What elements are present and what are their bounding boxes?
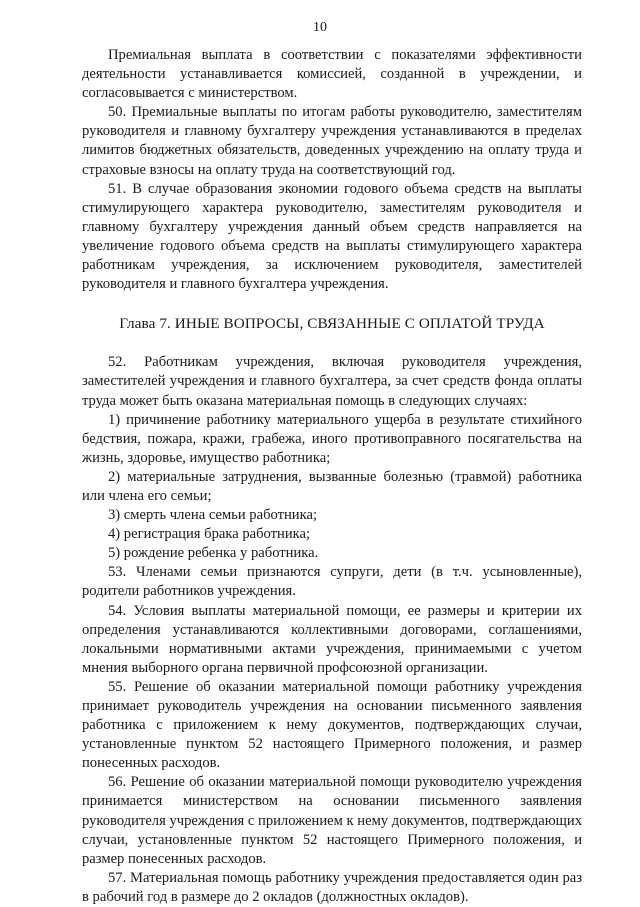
list-item-2: 2) материальные затруднения, вызванные болезнью (травмой) работника или члена его семьи; (82, 468, 582, 504)
paragraph-premium-approval: Премиальная выплата в соответствии с показателями эффективности деятельности устанавливается комиссией, созданной в учреждении, и согласовывается с министерством. (82, 47, 582, 102)
paragraph-55: 55. Решение об оказании материальной помощи работнику учреждения принимает руководитель учреждения на основании письменного заявления работника с приложением к нему документов, подтверждающих случаи, установленные пунктом 52 настоящего Примерного положения, и размер понесенных расходов. (82, 678, 582, 772)
list-item-3: 3) смерть члена семьи работника; (108, 507, 318, 524)
page-number: 10 (313, 20, 327, 35)
paragraph-53: 53. Членами семьи признаются супруги, дети (в т.ч. усыновленные), родители работников учреждения. (82, 564, 582, 600)
paragraph-52: 52. Работникам учреждения, включая руководителя учреждения, заместителей учреждения и главного бухгалтера, за счет средств фонда оплаты труда может быть оказана материальная помощь в следующих случаях: (82, 354, 582, 409)
list-item-5: 5) рождение ребенка у работника. (108, 545, 319, 562)
list-item-4: 4) регистрация брака работника; (108, 526, 311, 543)
document-body (82, 46, 582, 907)
paragraph-56: 56. Решение об оказании материальной помощи руководителю учреждения принимается министерством на основании письменного заявления руководителя учреждения с приложением к нему документов, подтверждающих случаи, установленные пунктом 52 настоящего Примерного положения, и размер понесенных расходов. (82, 774, 582, 867)
chapter-heading: Глава 7. ИНЫЕ ВОПРОСЫ, СВЯЗАННЫЕ С ОПЛАТОЙ ТРУДА (119, 315, 545, 333)
paragraph-51: 51. В случае образования экономии годового объема средств на выплаты стимулирующего характера руководителю, заместителям руководителя и главному бухгалтеру учреждения данный объем средств направляется на увеличение годового объема средств на выплаты стимулирующего характера работникам учреждения, за исключением руководителя, заместителей руководителя и главного бухгалтера учреждения. (82, 180, 582, 293)
paragraph-50: 50. Премиальные выплаты по итогам работы руководителю, заместителям руководителя и главному бухгалтеру учреждения устанавливаются в пределах лимитов бюджетных обязательств, доведенных учреждению на оплату труда и страховые взносы на оплату труда на соответствующий год. (82, 104, 582, 178)
paragraph-54: 54. Условия выплаты материальной помощи, ее размеры и критерии их определения устанавливаются коллективными договорами, соглашениями, локальными нормативными актами учреждения, принимаемыми с учетом мнения выборного органа первичной профсоюзной организации. (82, 602, 582, 676)
paragraph-57: 57. Материальная помощь работнику учреждения предоставляется один раз в рабочий год в размере до 2 окладов (должностных окладов). (82, 869, 582, 905)
list-item-1: 1) причинение работнику материального ущерба в результате стихийного бедствия, пожара, кражи, грабежа, иного противоправного посягательства на жизнь, здоровье, имущество работника; (82, 411, 582, 466)
